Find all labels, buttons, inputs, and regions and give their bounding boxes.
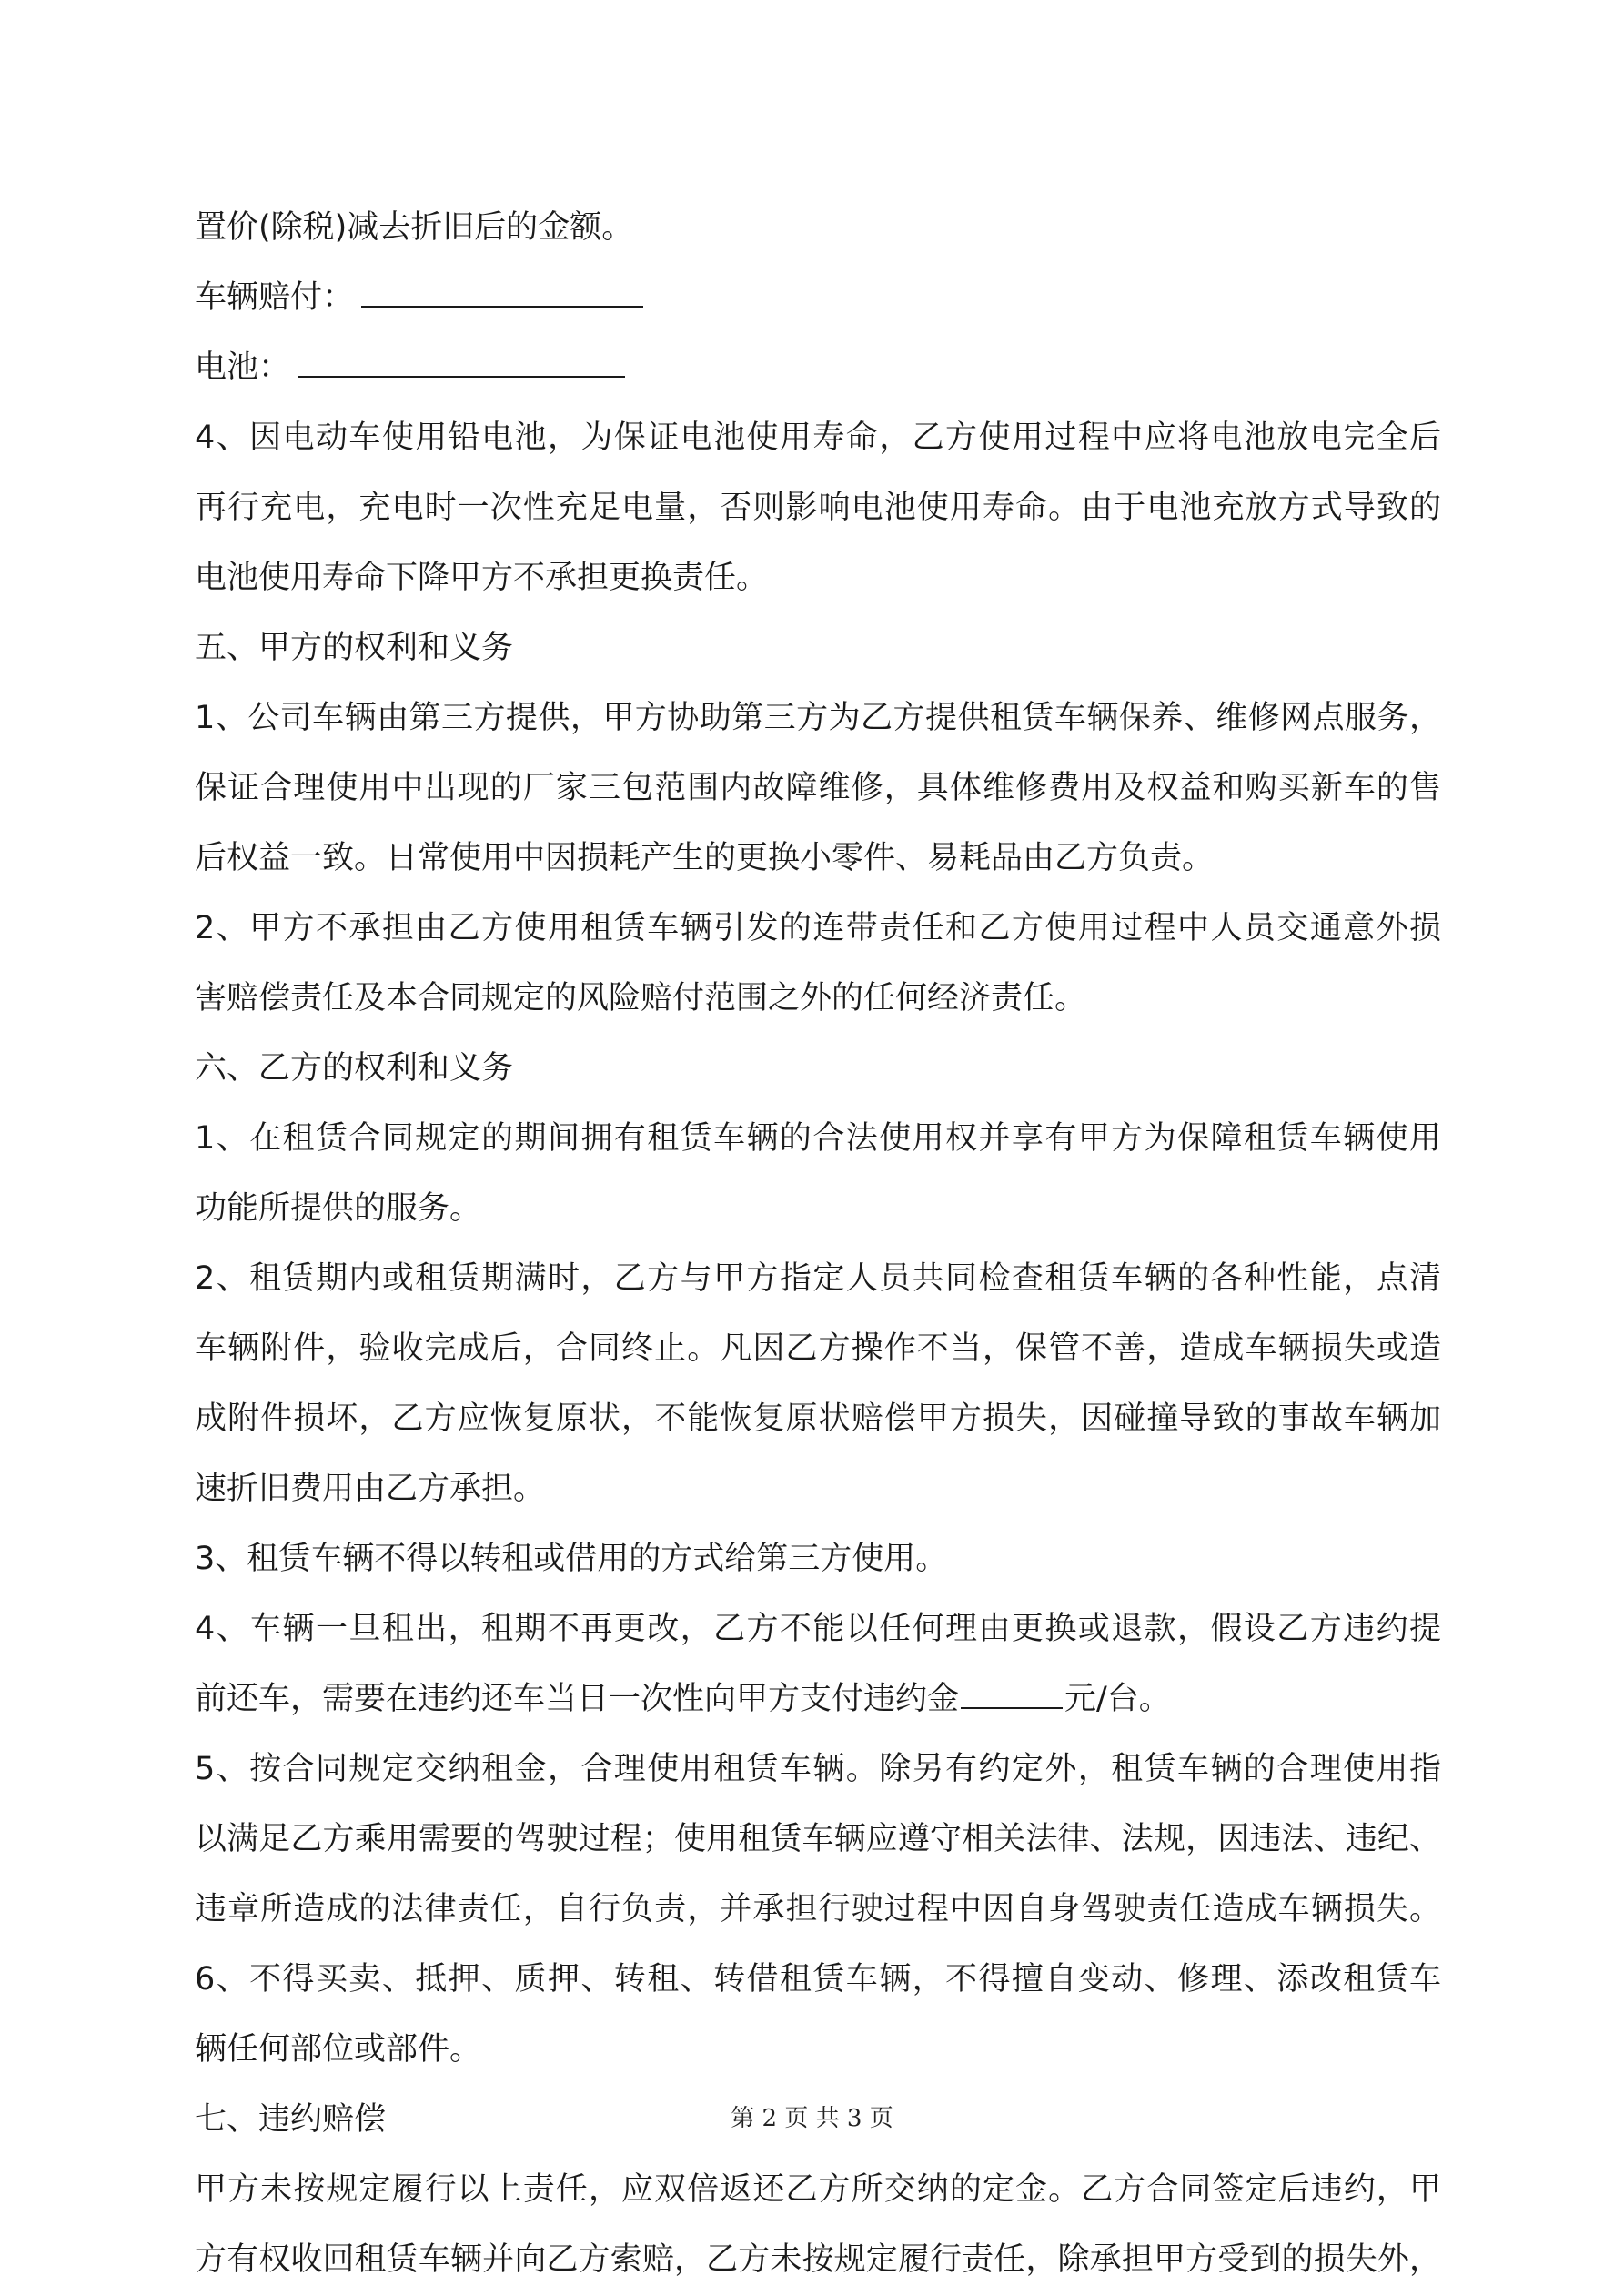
paragraph-line: 速折旧费用由乙方承担。: [195, 1471, 546, 1507]
paragraph-line: 甲方未按规定履行以上责任，应双倍返还乙方所交纳的定金。乙方合同签定后违约，甲: [195, 2171, 1441, 2208]
paragraph-line: 2、租赁期内或租赁期满时，乙方与甲方指定人员共同检查租赁车辆的各种性能，点清: [195, 1260, 1441, 1297]
vehicle-compensation-blank[interactable]: [361, 278, 643, 308]
vehicle-compensation-line: [195, 263, 1441, 333]
paragraph-line: 6、不得买卖、抵押、质押、转租、转借租赁车辆，不得擅自变动、修理、添改租赁车: [195, 1961, 1441, 1998]
paragraph-line: 5、按合同规定交纳租金，合理使用租赁车辆。除另有约定外，租赁车辆的合理使用指: [195, 1751, 1441, 1787]
paragraph-line: 保证合理使用中出现的厂家三包范围内故障维修，具体维修费用及权益和购买新车的售: [195, 770, 1441, 806]
paragraph-line: 2、甲方不承担由乙方使用租赁车辆引发的连带责任和乙方使用过程中人员交通意外损: [195, 910, 1441, 946]
paragraph-line: 车辆附件，验收完成后，合同终止。凡因乙方操作不当，保管不善，造成车辆损失或造: [195, 1330, 1441, 1367]
section-heading: 七、违约赔偿: [195, 2101, 387, 2138]
battery-blank[interactable]: [298, 349, 625, 378]
paragraph-line: 置价(除税)减去折旧后的金额。: [195, 209, 634, 246]
penalty-line: [195, 1664, 1441, 1735]
penalty-text: 前还车，需要在违约还车当日一次性向甲方支付违约金: [195, 1681, 960, 1717]
paragraph-line: 4、因电动车使用铅电池，为保证电池使用寿命，乙方使用过程中应将电池放电完全后: [195, 420, 1441, 456]
penalty-unit: 元/台。: [1064, 1681, 1171, 1717]
paragraph-line: 害赔偿责任及本合同规定的风险赔付范围之外的任何经济责任。: [195, 980, 1087, 1017]
paragraph-line: 以满足乙方乘用需要的驾驶过程；使用租赁车辆应遵守相关法律、法规，因违法、违纪、: [195, 1821, 1441, 1857]
paragraph-line: 方有权收回租赁车辆并向乙方索赔，乙方未按规定履行责任，除承担甲方受到的损失外，: [195, 2241, 1441, 2278]
paragraph-line: 电池使用寿命下降甲方不承担更换责任。: [195, 560, 769, 596]
paragraph-line: 功能所提供的服务。: [195, 1190, 482, 1227]
paragraph-line: 成附件损坏，乙方应恢复原状，不能恢复原状赔偿甲方损失，因碰撞导致的事故车辆加: [195, 1401, 1441, 1437]
paragraph-line: 1、公司车辆由第三方提供，甲方协助第三方为乙方提供租赁车辆保养、维修网点服务，: [195, 700, 1441, 736]
section-heading: 六、乙方的权利和义务: [195, 1050, 514, 1087]
battery-line: [195, 333, 1441, 403]
paragraph-line: 3、租赁车辆不得以转租或借用的方式给第三方使用。: [195, 1541, 948, 1577]
battery-label: 电池：: [195, 349, 291, 386]
paragraph-line: 1、在租赁合同规定的期间拥有租赁车辆的合法使用权并享有甲方为保障租赁车辆使用: [195, 1120, 1441, 1157]
paragraph-line: 后权益一致。日常使用中因损耗产生的更换小零件、易耗品由乙方负责。: [195, 840, 1215, 876]
vehicle-compensation-label: 车辆赔付：: [195, 279, 355, 316]
page-number: 第 2 页 共 3 页: [731, 2105, 893, 2132]
penalty-amount-blank[interactable]: [961, 1680, 1063, 1709]
paragraph-line: 辆任何部位或部件。: [195, 2031, 482, 2068]
paragraph-line: 违章所造成的法律责任，自行负责，并承担行驶过程中因自身驾驶责任造成车辆损失。: [195, 1891, 1441, 1927]
paragraph-line: 4、车辆一旦租出，租期不再更改，乙方不能以任何理由更换或退款，假设乙方违约提: [195, 1611, 1441, 1647]
document-body: [195, 193, 1441, 2295]
paragraph-line: 再行充电，充电时一次性充足电量，否则影响电池使用寿命。由于电池充放方式导致的: [195, 490, 1441, 526]
section-heading: 五、甲方的权利和义务: [195, 630, 514, 666]
